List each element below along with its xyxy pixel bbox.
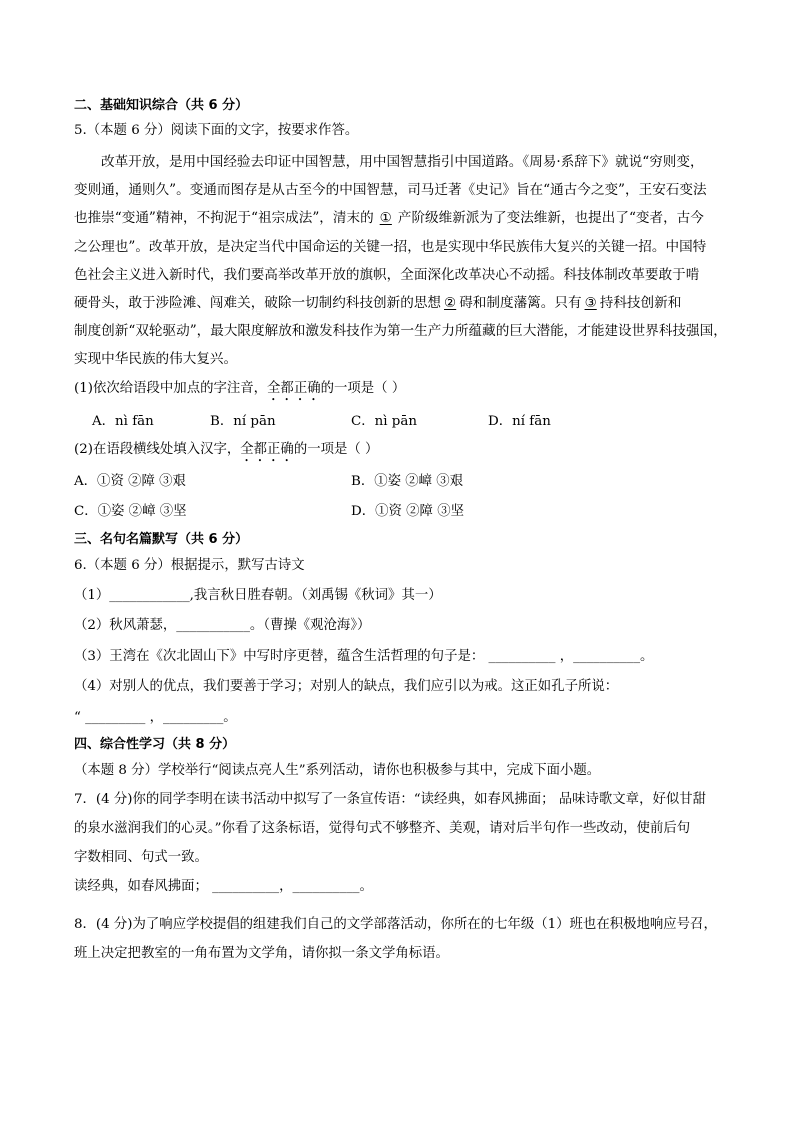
recitation-4-answer: “ _________ ，_________。 [74,710,237,725]
recitation-2: （2）秋风萧瑟，___________。（曹操《观沧海》） [74,618,371,633]
question-6-stem: 6.（本题 6 分）根据提示，默写古诗文 [74,558,305,573]
option-1b: B．ní pān [210,414,276,429]
option-1d: D．ní fān [488,414,551,429]
passage-line-4: 之公理也”。改革开放，是决定当代中国命运的关键一招，也是实现中华民族伟大复兴的关键一招。中国特 [74,239,707,255]
blank-1: ① [379,210,392,226]
option-2d: D．①资 ②障 ③坚 [351,504,464,519]
blank-2: ② [444,295,457,311]
question-7-answer: 读经典，如春风拂面； __________，__________。 [74,879,373,894]
passage-line-7: 制度创新“双轮驱动”，最大限度解放和激发科技作为第一生产力所蕴藏的巨大潜能，才能建设世界科技强国， [74,323,727,339]
subquestion-1: (1)依次给语段中加点的字注音，全都正确的一项是（ ） [74,381,406,396]
recitation-3: （3）王湾在《次北固山下》中写时序更替，蕴含生活哲理的句子是： __________ ，__________。 [74,649,654,664]
option-1a: A．nì fān [92,414,154,429]
recitation-1: （1）____________,我言秋日胜春朝。（刘禹锡《秋词》其一） [74,588,442,603]
passage-line-8: 实现中华民族的伟大复兴。 [74,351,238,367]
subquestion-2: (2)在语段横线处填入汉字，全都正确的一项是（ ） [74,442,379,457]
option-2b: B．①姿 ②嶂 ③艰 [351,474,464,489]
question-5-stem: 5.（本题 6 分）阅读下面的文字，按要求作答。 [74,123,359,138]
passage-line-2: 变则通，通则久”。变通而图存是从古至今的中国智慧，司马迁著《史记》旨在“通古今之变”，王安石变法 [74,182,707,198]
option-2c: C．①姿 ②嶂 ③坚 [74,504,187,519]
option-2a: A．①资 ②障 ③艰 [74,474,186,489]
section-4-heading: 四、综合性学习（共 8 分） [74,737,236,752]
section-3-heading: 三、名句名篇默写（共 6 分） [74,532,249,547]
passage-line-3: 也推崇“变通”精神，不拘泥于“祖宗成法”，清末的 ① 产阶级维新派为了变法维新，也提出了“变者，古今 [74,210,704,226]
section-2-heading: 二、基础知识综合（共 6 分） [74,98,249,113]
passage-line-5: 色社会主义进入新时代，我们要高举改革开放的旗帜，全面深化改革决心不动摇。科技体制改革要敢于啃 [74,267,700,283]
question-8-line-1: 8．(4 分)为了响应学校提倡的组建我们自己的文学部落活动，你所在的七年级（1）班也在积极地响应号召， [74,917,717,932]
option-1c: C．nì pān [351,414,417,429]
question-8-line-2: 班上决定把教室的一角布置为文学角，请你拟一条文学角标语。 [74,946,449,961]
passage-line-6: 硬骨头，敢于涉险滩、闯难关，破除一切制约科技创新的思想 ② 碍和制度藩篱。只有 ③ 持科技创新和 [74,295,682,311]
question-7-line-3: 字数相同、句式一致。 [74,850,208,865]
question-7-line-1: 7．(4 分)你的同学李明在读书活动中拟写了一条宣传语：“读经典，如春风拂面； 品味诗歌文章，好似甘甜 [74,792,707,807]
recitation-4: （4）对别人的优点，我们要善于学习；对别人的缺点，我们应引以为戒。这正如孔子所说： [74,679,619,694]
passage-line-1: 改革开放，是用中国经验去印证中国智慧，用中国智慧指引中国道路。《周易·系辞下》就说“穷则变， [101,154,704,170]
question-7-line-2: 的泉水滋润我们的心灵。”你看了这条标语，觉得句式不够整齐、美观，请对后半句作一些改动，使前后句 [74,821,691,836]
section-4-intro: （本题 8 分）学校举行“阅读点亮人生”系列活动，请你也积极参与其中，完成下面小题。 [74,763,601,778]
blank-3: ③ [584,295,597,311]
